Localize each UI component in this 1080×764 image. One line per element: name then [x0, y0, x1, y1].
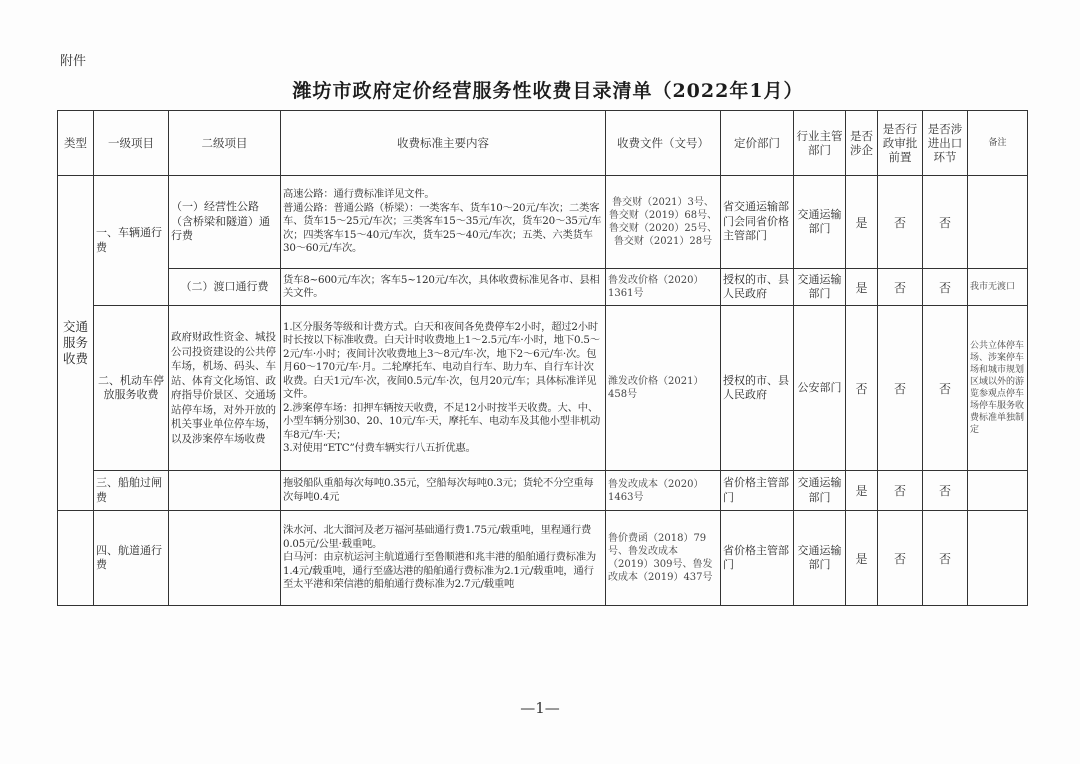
document-title [0, 76, 1080, 103]
admin-approval-cell: 否 [878, 176, 923, 269]
remarks-cell [968, 471, 1028, 511]
header-admin-approval: 是否行政审批前置 [878, 111, 923, 176]
table-header-row [58, 111, 1028, 176]
industry-dept-cell: 交通运输部门 [794, 511, 846, 606]
fee-catalog-table [57, 110, 1028, 606]
table-row [58, 471, 1028, 511]
industry-dept-cell: 公安部门 [794, 306, 846, 471]
document-cell: 鲁发改成本（2020）1463号 [606, 471, 721, 511]
content-line: 高速公路：通行费标准详见文件。 [283, 188, 435, 201]
import-export-cell: 否 [923, 306, 968, 471]
page-number: —1— [520, 699, 560, 717]
level1-cell: 四、航道通行费 [94, 511, 169, 606]
document-cell: 鲁价费函（2018）79号、鲁发改成本（2019）309号、鲁发改成本（2019）437号 [606, 511, 721, 606]
level1-cell: 三、船舶过闸费 [94, 471, 169, 511]
header-content: 收费标准主要内容 [281, 111, 606, 176]
involves-enterprise-cell: 是 [846, 471, 878, 511]
admin-approval-cell: 否 [878, 306, 923, 471]
document-cell: 鲁发改价格（2020）1361号 [606, 269, 721, 306]
document-title-text: 潍坊市政府定价经营服务性收费目录清单（2022年1月） [292, 80, 804, 102]
type-cell: 交通服务收费 [58, 176, 94, 511]
import-export-cell: 否 [923, 269, 968, 306]
pricing-dept-cell: 省价格主管部门 [721, 511, 794, 606]
content-line: 1.区分服务等级和计费方式。白天和夜间各免费停车2小时，超过2小时时长按以下标准收费。白天计时收费地上1～2.5元/车·小时，地下0.5～2元/车·小时；夜间计次收费地上3～8元/车·次，地下2～6元/车·次。包月60～170元/车·月。二轮摩托车、电动自行车、助力车、自行车计次收费。白天1元/车·次，夜间0.5元/车·次，包月20元/车；具体标准详见文件。 [283, 320, 600, 400]
level1-cell: 一、车辆通行费 [94, 176, 169, 306]
involves-enterprise-cell: 是 [846, 269, 878, 306]
level2-cell: （一）经营性公路（含桥梁和隧道）通行费 [169, 176, 281, 269]
table-row [58, 511, 1028, 606]
header-industry-dept: 行业主管部门 [794, 111, 846, 176]
involves-enterprise-cell: 否 [846, 306, 878, 471]
content-cell [281, 306, 606, 471]
content-line: 货车8~600元/车次；客车5~120元/车次，具体收费标准见各市、县相关文件。 [283, 273, 600, 299]
admin-approval-cell: 否 [878, 471, 923, 511]
content-line: 拖驳船队重船每次每吨0.35元，空船每次每吨0.3元；货轮不分空重每次每吨0.4元 [283, 477, 594, 503]
content-cell [281, 511, 606, 606]
level2-cell [169, 471, 281, 511]
pricing-dept-cell: 授权的市、县人民政府 [721, 306, 794, 471]
content-cell [281, 176, 606, 269]
header-import-export: 是否涉进出口环节 [923, 111, 968, 176]
level2-cell: （二）渡口通行费 [169, 269, 281, 306]
content-line: 洙水河、北大溜河及老万福河基础通行费1.75元/载重吨，里程通行费0.05元/公里·载重吨。 [283, 524, 592, 550]
industry-dept-cell: 交通运输部门 [794, 176, 846, 269]
industry-dept-cell: 交通运输部门 [794, 471, 846, 511]
table-row [58, 306, 1028, 471]
header-document: 收费文件（文号） [606, 111, 721, 176]
content-cell [281, 471, 606, 511]
import-export-cell: 否 [923, 471, 968, 511]
involves-enterprise-cell: 是 [846, 511, 878, 606]
level2-cell [169, 511, 281, 606]
document-cell: 鲁交财（2021）3号、鲁交财（2019）68号、鲁交财（2020）25号、鲁交财（2021）28号 [606, 176, 721, 269]
content-line: 2.涉案停车场：扣押车辆按天收费，不足12小时按半天收费。大、中、小型车辆分别30、20、10元/车·天，摩托车、电动车及其他小型非机动车8元/车·天； [283, 401, 601, 441]
pricing-dept-cell: 省交通运输部门会同省价格主管部门 [721, 176, 794, 269]
header-level1: 一级项目 [94, 111, 169, 176]
content-line: 白马河：由京杭运河主航道通行至鲁顺港和兆丰港的船舶通行费标准为1.4元/载重吨，通行至盛达港的船舶通行费标准为2.1元/载重吨，通行至太平港和荣信港的船舶通行费标准为2.7元/载重吨 [283, 551, 597, 591]
admin-approval-cell: 否 [878, 269, 923, 306]
header-pricing-dept: 定价部门 [721, 111, 794, 176]
header-type: 类型 [58, 111, 94, 176]
table-row [58, 176, 1028, 269]
remarks-cell: 公共立体停车场、涉案停车场和城市规划区域以外的游览参观点停车场停车服务收费标准单独制定 [968, 306, 1028, 471]
level1-cell: 二、机动车停放服务收费 [94, 306, 169, 471]
remarks-cell [968, 511, 1028, 606]
admin-approval-cell: 否 [878, 511, 923, 606]
header-remarks: 备注 [968, 111, 1028, 176]
import-export-cell: 否 [923, 176, 968, 269]
industry-dept-cell: 交通运输部门 [794, 269, 846, 306]
document-cell: 潍发改价格（2021）458号 [606, 306, 721, 471]
remarks-cell: 我市无渡口 [968, 269, 1028, 306]
involves-enterprise-cell: 是 [846, 176, 878, 269]
table-row [58, 269, 1028, 306]
content-line: 普通公路：普通公路（桥梁）：一类客车、货车10～20元/车次；二类客车、货车15～25元/车次；三类客车15～35元/车次，货车20～35元/车次；四类客车15～40元/车次，货车25～40元/车次；五类、六类货车30～60元/车次。 [283, 201, 602, 255]
attachment-label: 附件 [60, 54, 87, 69]
level2-cell: 政府财政性资金、城投公司投资建设的公共停车场，机场、码头、车站、体育文化场馆、政府指导价景区、交通场站停车场，对外开放的机关事业单位停车场，以及涉案停车场收费 [169, 306, 281, 471]
pricing-dept-cell: 省价格主管部门 [721, 471, 794, 511]
import-export-cell: 否 [923, 511, 968, 606]
remarks-cell [968, 176, 1028, 269]
content-line: 3.对使用“ETC”付费车辆实行八五折优惠。 [283, 442, 476, 454]
pricing-dept-cell: 授权的市、县人民政府 [721, 269, 794, 306]
content-cell [281, 269, 606, 306]
type-cell-empty [58, 511, 94, 606]
header-involves-enterprise: 是否涉企 [846, 111, 878, 176]
header-level2: 二级项目 [169, 111, 281, 176]
